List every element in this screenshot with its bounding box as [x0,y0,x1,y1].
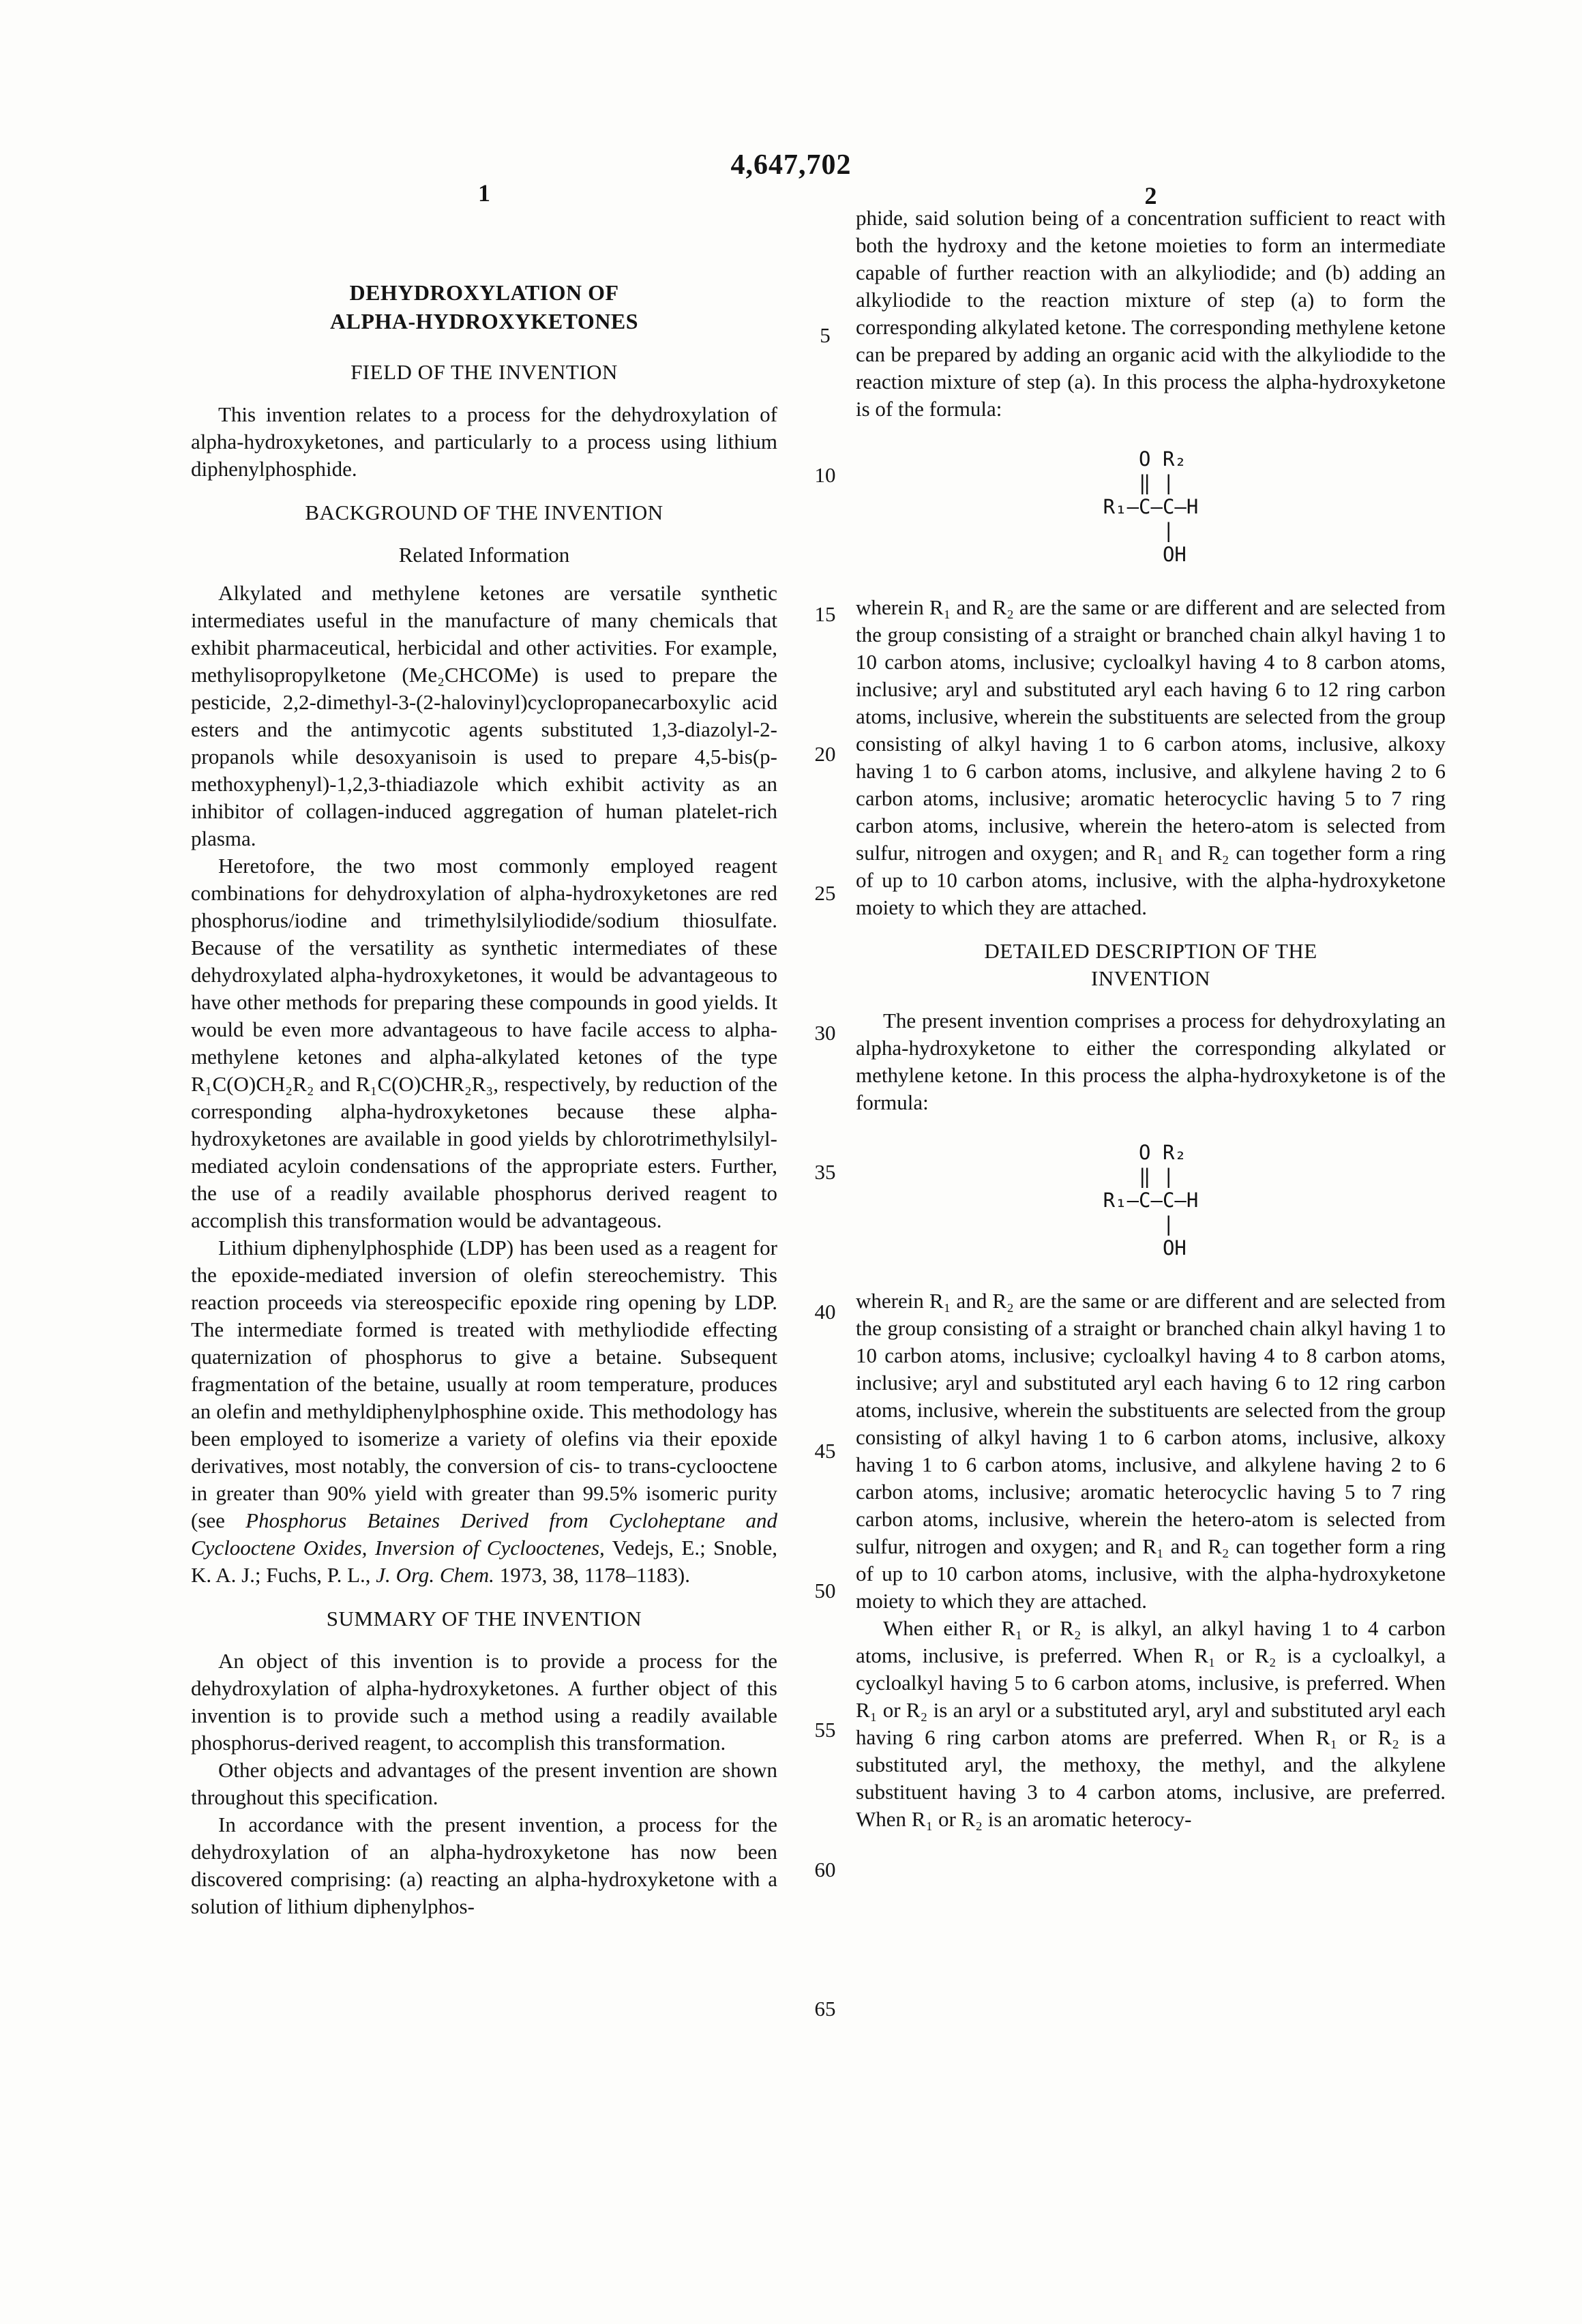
invention-title [191,278,777,336]
column-number-1: 1 [478,179,490,207]
gutter-line-number-65: 65 [814,1997,836,2021]
summary-paragraph-1: An object of this invention is to provide a process for the dehydroxylation of alpha-hydroxyketones. A further object of this invention is to provide such a method using a readily available phosphorus-derived reagent, to accomplish this transformation. [191,1649,777,1755]
summary-heading: SUMMARY OF THE INVENTION [326,1607,642,1630]
citation-title-italic: Phosphorus Betaines Derived from Cycloheptane and Cyclooctene Oxides, Inversion of Cyclooctenes, [191,1508,777,1560]
wherein-paragraph-1: wherein R₁ and R₂ are the same or are different and are selected from the group consisting of a straight or branched chain alkyl having 1 to 10 carbon atoms, inclusive; cycloalkyl having 4 to 8 carbon atoms, inclusive; aryl and substituted aryl each having 6 to 12 ring carbon atoms, inclusive, wherein the substituents are selected from the group consisting of alkyl having 1 to 6 carbon atoms, inclusive, alkoxy having 1 to 6 carbon atoms, inclusive, and alkylene having 2 to 6 carbon atoms, inclusive; aromatic heterocyclic having 5 to 7 ring carbon atoms, inclusive, wherein the hetero-atom is selected from sulfur, nitrogen and oxygen; and R₁ and R₂ can together form a ring of up to 10 carbon atoms, inclusive, with the alpha-hydroxyketone moiety to which they are attached. [856,595,1446,919]
gutter-line-number-30: 30 [814,1021,836,1045]
gutter-line-number-5: 5 [820,323,831,347]
gutter-line-number-10: 10 [814,463,836,487]
alpha-hydroxyketone-formula-2: O R₂ ‖ | R₁—C—C—H | OH [1103,1141,1199,1260]
column-number-2: 2 [1144,182,1157,209]
detailed-description-heading-line-2: INVENTION [1091,966,1210,990]
background-heading: BACKGROUND OF THE INVENTION [305,501,663,524]
gutter-line-number-50: 50 [814,1579,836,1603]
left-column [191,278,777,1920]
gutter-line-number-35: 35 [814,1160,836,1184]
summary-paragraph-2: Other objects and advantages of the present invention are shown throughout this specification. [191,1758,777,1809]
invention-title-line-1: DEHYDROXYLATION OF [349,280,619,305]
detailed-description-heading [856,938,1446,992]
detailed-description-heading-line-1: DETAILED DESCRIPTION OF THE [984,939,1317,963]
field-of-invention-paragraph: This invention relates to a process for the dehydroxylation of alpha-hydroxyketones, and particularly to a process using lithium diphenylphosphide. [191,402,777,481]
background-paragraph-3 [191,1234,777,1589]
background-paragraph-1: Alkylated and methylene ketones are versatile synthetic intermediates useful in the manufacture of many chemicals that exhibit pharmaceutical, herbicidal and other activities. For example, methylisopropylketone (Me₂CHCOMe) is used to prepare the pesticide, 2,2-dimethyl-3-(2-halovinyl)cyclopropanecarboxylic acid esters and the antimycotic agents substituted 1,3-diazolyl-2-propanols while desoxyanisoin is used to prepare 4,5-bis(p-methoxyphenyl)-1,2,3-thiadiazole which exhibit activity as an inhibitor of collagen-induced aggregation of human platelet-rich plasma. [191,581,777,850]
citation-year-pages: 1973, 38, 1178–1183). [494,1563,690,1587]
citation-journal-italic: J. Org. Chem. [376,1563,494,1587]
preferred-substituents-paragraph: When either R₁ or R₂ is alkyl, an alkyl having 1 to 4 carbon atoms, inclusive, is preferred. When R₁ or R₂ is a cycloalkyl, a cycloalkyl having 5 to 6 carbon atoms, inclusive, is preferred. When R₁ or R₂ is an aryl or a substituted aryl, aryl and substituted aryl each having 6 ring carbon atoms are preferred. When R₁ or R₂ is a substituted aryl, the methoxy, the methyl, and the alkylene substituent having 3 to 4 carbon atoms, inclusive, are preferred. When R₁ or R₂ is an aromatic heterocy- [856,1616,1446,1831]
alpha-hydroxyketone-formula-1: O R₂ ‖ | R₁—C—C—H | OH [1103,447,1199,566]
gutter-line-number-20: 20 [814,742,836,766]
gutter-line-number-60: 60 [814,1858,836,1881]
gutter-line-number-25: 25 [814,881,836,905]
right-column [856,205,1446,1833]
wherein-paragraph-2: wherein R₁ and R₂ are the same or are different and are selected from the group consisting of a straight or branched chain alkyl having 1 to 10 carbon atoms, inclusive; cycloalkyl having 4 to 8 carbon atoms, inclusive; aryl and substituted aryl each having 6 to 12 ring carbon atoms, inclusive, wherein the substituents are selected from the group consisting of alkyl having 1 to 6 carbon atoms, inclusive, alkoxy having 1 to 6 carbon atoms, inclusive, and alkylene having 2 to 6 carbon atoms, inclusive; aromatic heterocyclic having 5 to 7 ring carbon atoms, inclusive, wherein the hetero-atom is selected from sulfur, nitrogen and oxygen; and R₁ and R₂ can together form a ring of up to 10 carbon atoms, inclusive, with the alpha-hydroxyketone moiety to which they are attached. [856,1289,1446,1613]
patent-number: 4,647,702 [730,149,852,181]
citation-authors: Vedejs, E.; Snoble, K. A. J.; Fuchs, P. L., [191,1536,777,1587]
invention-title-line-2: ALPHA-HYDROXYKETONES [329,309,639,333]
detailed-description-paragraph-1: The present invention comprises a process for dehydroxylating an alpha-hydroxyketone to either the corresponding alkylated or methylene ketone. In this process the alpha-hydroxyketone is of the formula: [856,1009,1446,1114]
related-information-subheading: Related Information [398,543,570,567]
process-continuation-paragraph: phide, said solution being of a concentration sufficient to react with both the hydroxy and the ketone moieties to form an intermediate capable of further reaction with an alkyliodide; and (b) adding an alkyliodide to the reaction mixture of step (a) to form the corresponding alkylated ketone. The corresponding methylene ketone can be prepared by adding an organic acid with the alkyliodide to the reaction mixture of step (a). In this process the alpha-hydroxyketone is of the formula: [856,206,1446,421]
background-paragraph-2: Heretofore, the two most commonly employed reagent combinations for dehydroxylation of alpha-hydroxyketones are red phosphorus/iodine and trimethylsilyliodide/sodium thiosulfate. Because of the versatility as synthetic intermediates of these dehydroxylated alpha-hydroxyketones, it would be advantageous to have other methods for preparing these compounds in good yields. It would be even more advantageous to have facile access to alpha-methylene ketones and alpha-alkylated ketones of the type R₁C(O)CH₂R₂ and R₁C(O)CHR₂R₃, respectively, by reduction of the corresponding alpha-hydroxyketones because these alpha-hydroxyketones are available in good yields by chlorotrimethylsilyl-mediated acyloin condensations of the appropriate esters. Further, the use of a readily available phosphorus derived reagent to accomplish this transformation would be advantageous. [191,854,777,1232]
gutter-line-number-15: 15 [814,602,836,626]
summary-paragraph-3: In accordance with the present invention, a process for the dehydroxylation of an alpha-hydroxyketone has now been discovered comprising: (a) reacting an alpha-hydroxyketone with a solution of lithium diphenylphos- [191,1813,777,1918]
gutter-line-number-40: 40 [814,1300,836,1324]
background-paragraph-3-text: Lithium diphenylphosphide (LDP) has been used as a reagent for the epoxide-mediated inversion of olefin stereochemistry. This reaction proceeds via stereospecific epoxide ring opening by LDP. The intermediate formed is treated with methyliodide effecting quaternization of phosphorus to give a betaine. Subsequent fragmentation of the betaine, usually at room temperature, produces an olefin and methyldiphenylphosphine oxide. This methodology has been employed to isomerize a variety of olefins via their epoxide derivatives, most notably, the conversion of cis- to trans-cyclooctene in greater than 90% yield with greater than 99.5% isomeric purity (see [191,1236,777,1532]
gutter-line-number-45: 45 [814,1439,836,1463]
field-of-invention-heading: FIELD OF THE INVENTION [350,360,618,384]
gutter-line-number-55: 55 [814,1718,836,1742]
